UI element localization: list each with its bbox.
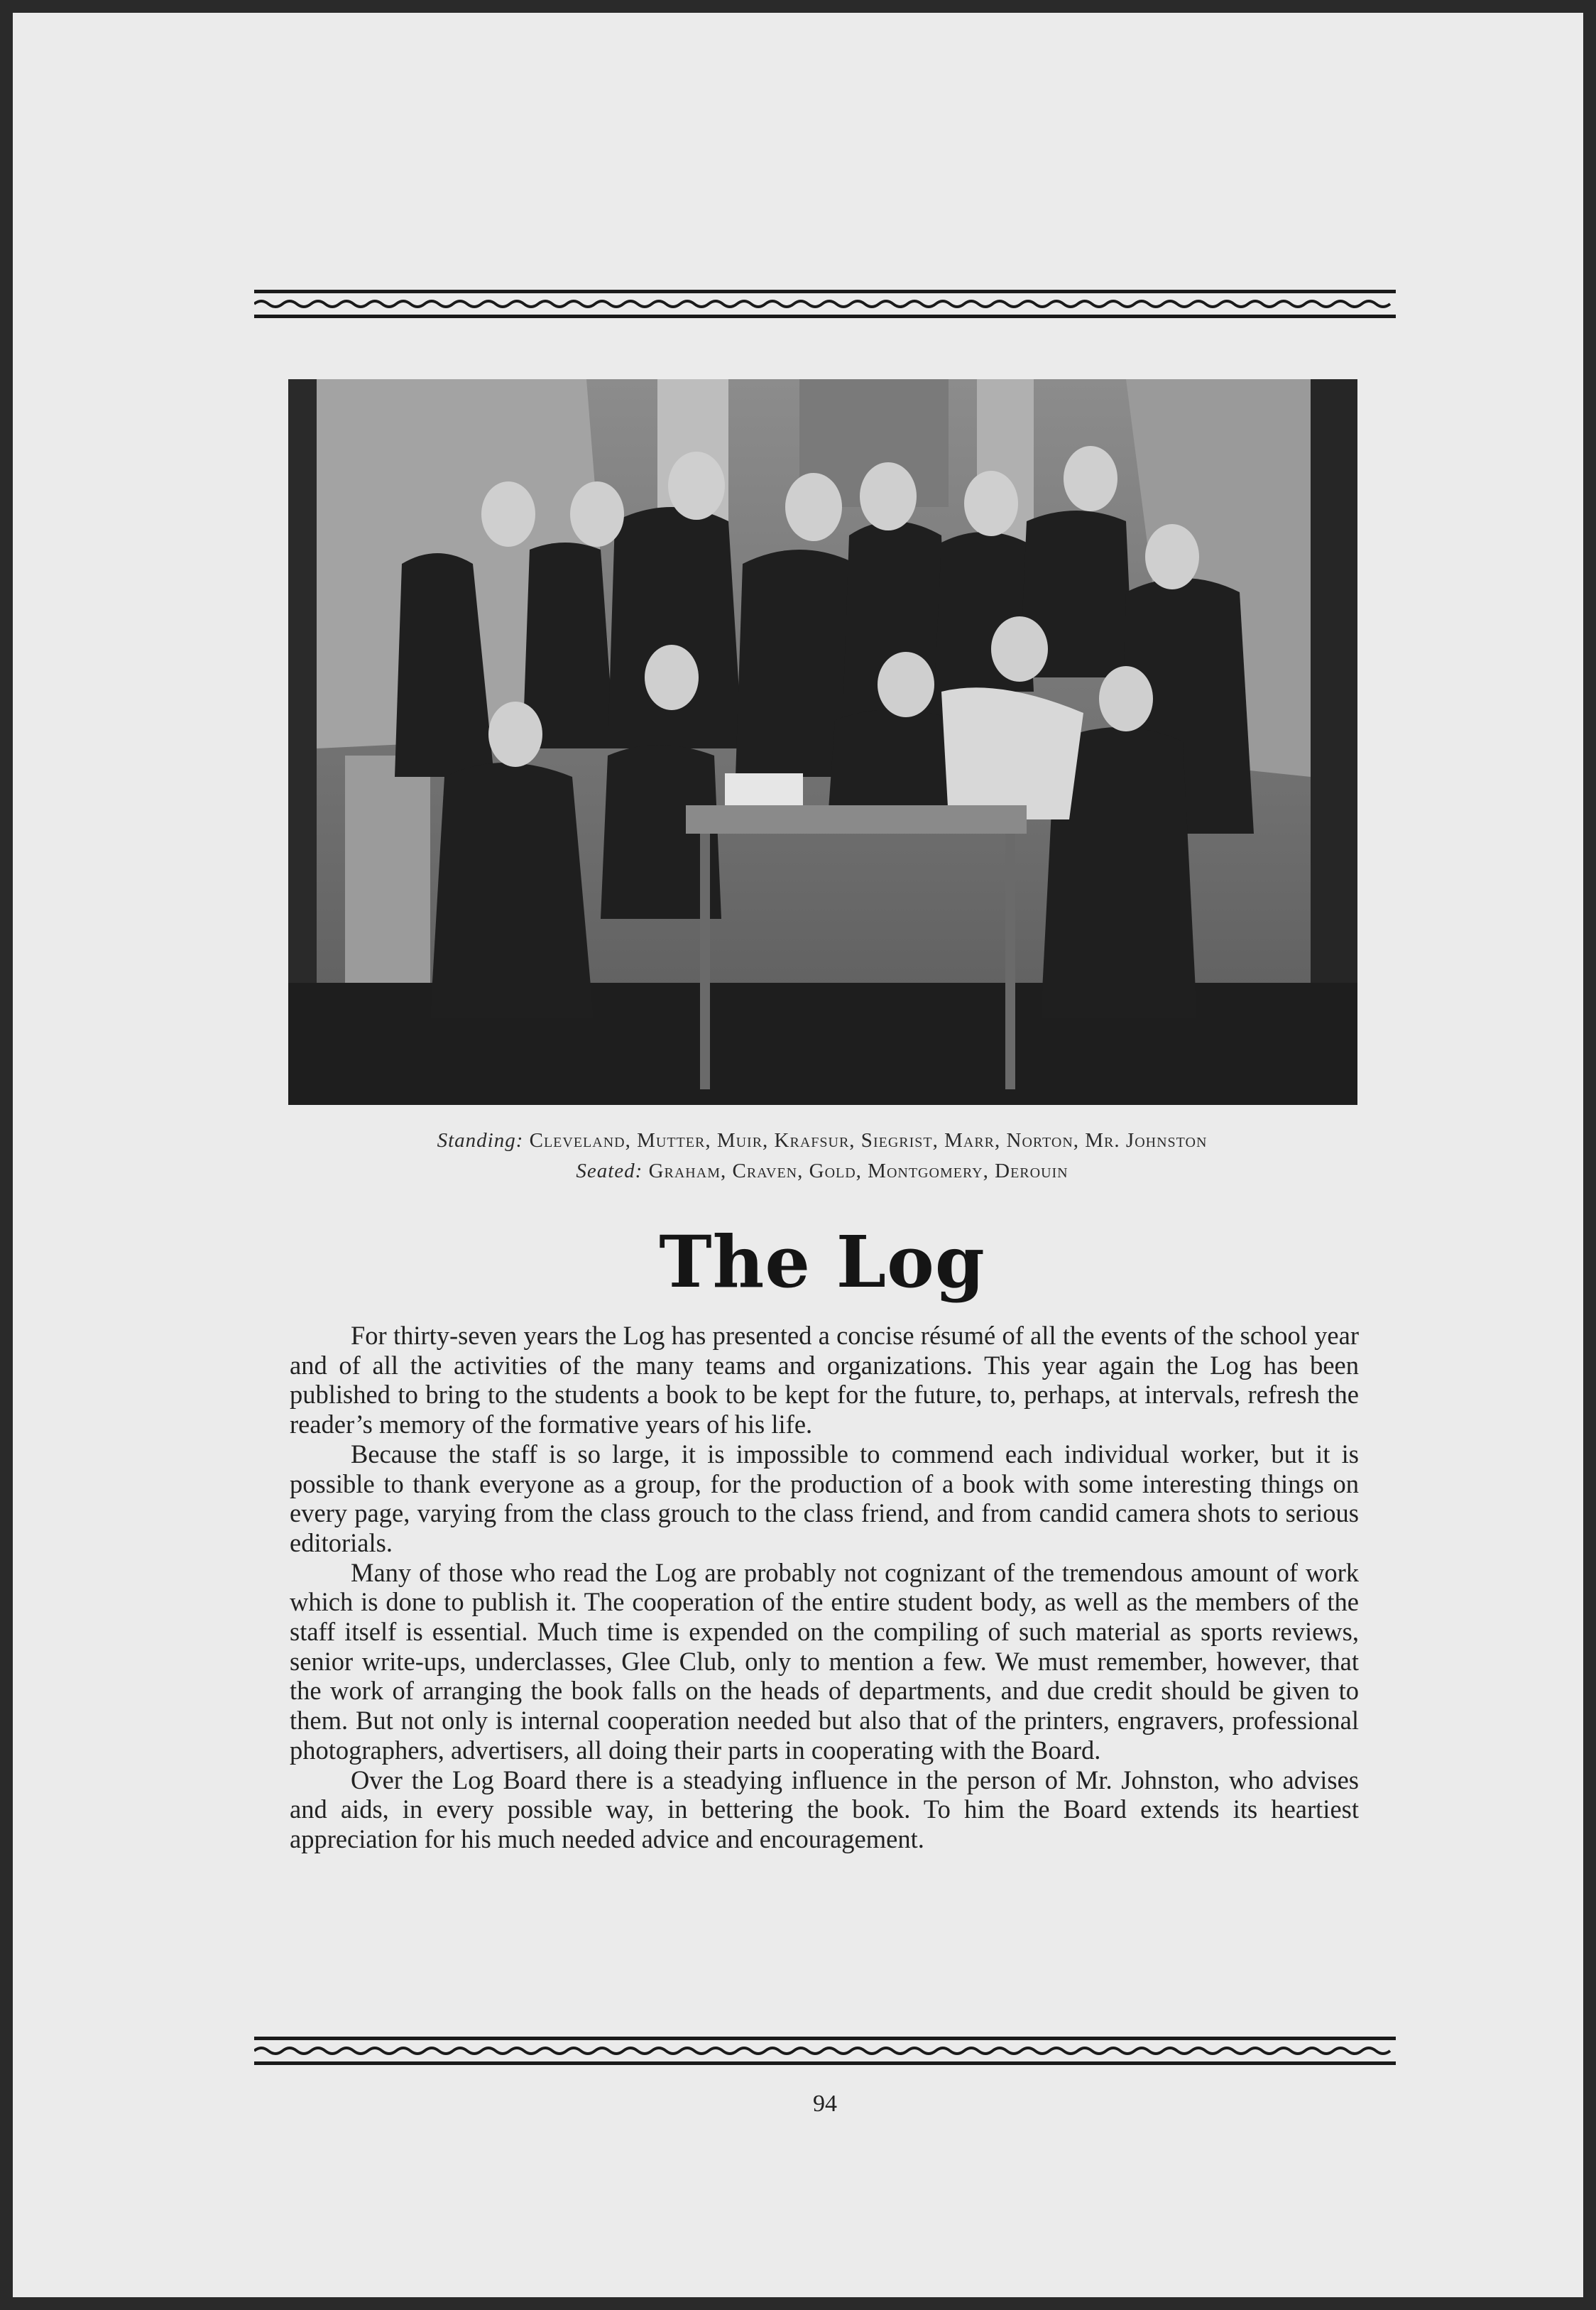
- page-title: The Log: [659, 1220, 985, 1304]
- caption-standing-names: Cleveland, Mutter, Muir, Krafsur, Siegrist, Marr, Norton, Mr. Johnston: [529, 1129, 1208, 1152]
- photo-caption-seated: [226, 1160, 1419, 1183]
- caption-seated-label: Seated:: [576, 1160, 643, 1182]
- paragraph-1: For thirty-seven years the Log has presented a concise résumé of all the events of the school year and of all the activities of the many teams and organizations. This year again the Log has been published to bring to the students a book to be kept for the future, to, perhaps, at intervals, refresh the reader’s memory of the formative years of his life.: [290, 1321, 1359, 1439]
- paragraph-2: Because the staff is so large, it is impossible to commend each individual worker, but it is possible to thank everyone as a group, for the production of a book with some interesting things on every page, varying from the class grouch to the class friend, and from candid camera shots to serious editorials.: [290, 1439, 1359, 1557]
- yearbook-page: [13, 13, 1583, 2297]
- page-number: 94: [813, 2091, 837, 2117]
- photo-caption-standing: [226, 1129, 1419, 1153]
- caption-standing-label: Standing:: [437, 1129, 524, 1152]
- bottom-decorative-border: [254, 2035, 1396, 2066]
- caption-seated-names: Graham, Craven, Gold, Montgomery, Derouin: [648, 1160, 1068, 1182]
- staff-group-photo: [288, 379, 1357, 1105]
- article-body: [290, 1321, 1359, 1854]
- paragraph-3: Many of those who read the Log are probably not cognizant of the tremendous amount of work which is done to publish it. The cooperation of the entire student body, as well as the members of the staff itself is essential. Much time is expended on the compiling of such material as sports reviews, senior write-ups, underclasses, Glee Club, only to mention a few. We must remember, however, that the work of arranging the book falls on the heads of departments, and due credit should be given to them. But not only is internal cooperation needed but also that of the printers, engravers, professional photographers, advertisers, all doing their parts in cooperating with the Board.: [290, 1557, 1359, 1765]
- paragraph-4: Over the Log Board there is a steadying influence in the person of Mr. Johnston, who advises and aids, in every possible way, in bettering the book. To him the Board extends its heartiest appreciation for his much needed advice and encouragement.: [290, 1765, 1359, 1853]
- top-decorative-border: [254, 288, 1396, 320]
